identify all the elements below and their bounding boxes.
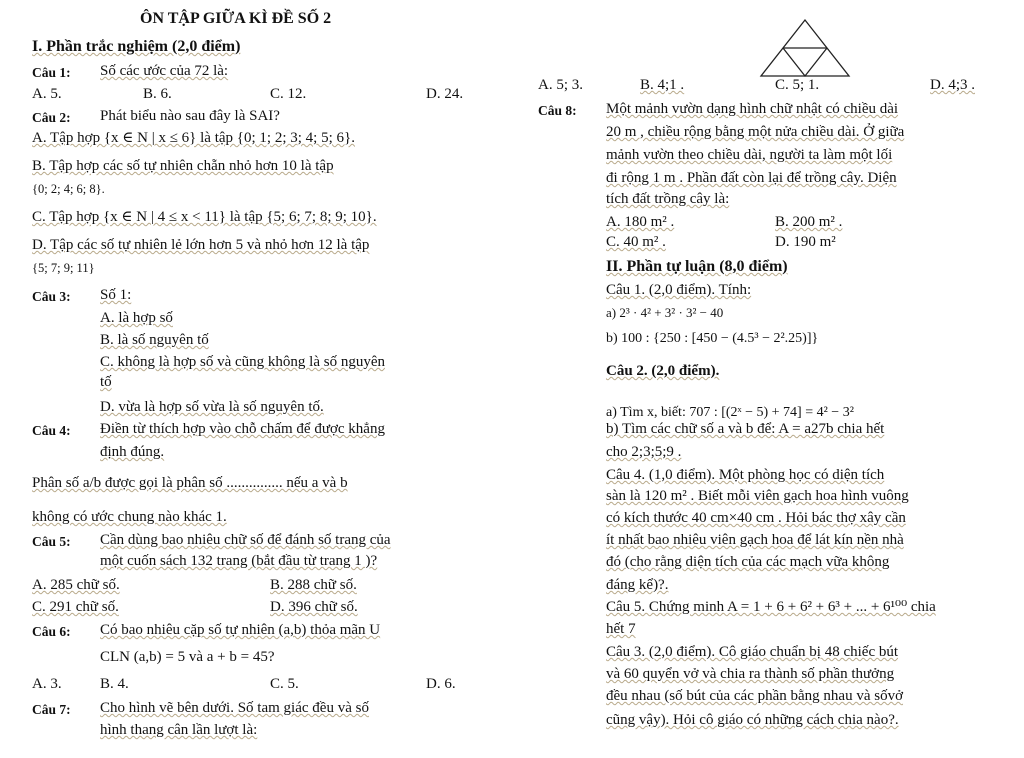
q5-option-a: A. 285 chữ số. — [32, 577, 120, 593]
q5-option-c: C. 291 chữ số. — [32, 599, 119, 615]
essay2-heading: Câu 2. (2,0 điểm). — [606, 363, 720, 379]
q8-option-b: B. 200 m² . — [775, 214, 843, 230]
q4-text-line2: định đúng. — [100, 444, 165, 460]
essay3-line2: và 60 quyển vở và chia ra thành số phần thưởng — [606, 666, 895, 682]
essay4-line3: có kích thước 40 cm×40 cm . Hỏi bác thợ xây cần — [606, 510, 906, 526]
essay3-line4: cũng vậy). Hỏi cô giáo có những cách chia nào?. — [606, 712, 899, 728]
q8-line3: mảnh vườn theo chiều dài, người ta làm một lối — [606, 147, 893, 163]
essay4-line1: Câu 4. (1,0 điểm). Một phòng học có diện tích — [606, 467, 885, 483]
essay5-line2: hết 7 — [606, 621, 636, 637]
q6-label: Câu 6: — [32, 624, 71, 639]
q6-option-b: B. 4. — [100, 676, 129, 692]
q3-option-a: A. là hợp số — [100, 310, 173, 326]
essay4-line6: đáng kể)?. — [606, 577, 669, 593]
q8-line4: đi rộng 1 m . Phần đất còn lại để trồng cây. Diện — [606, 170, 897, 186]
part2-heading: II. Phần tự luận (8,0 điểm) — [606, 258, 788, 275]
q8-line2: 20 m , chiều rộng bằng một nửa chiều dài. Ở giữa — [606, 124, 905, 140]
essay3-line1: Câu 3. (2,0 điểm). Cô giáo chuẩn bị 48 chiếc bút — [606, 644, 899, 660]
q2-label: Câu 2: — [32, 110, 71, 125]
q2-option-d-line2: {5; 7; 9; 11} — [32, 261, 95, 275]
q3-option-c-line2: tố — [100, 374, 112, 390]
q6-option-d: D. 6. — [426, 676, 456, 692]
essay5-line1: Câu 5. Chứng minh A = 1 + 6 + 6² + 6³ + ... + 6¹⁰⁰ chia — [606, 599, 936, 615]
q5-text-line2: một cuốn sách 132 trang (bắt đầu từ trang 1 )? — [100, 553, 378, 569]
q3-option-c-line1: C. không là hợp số và cũng không là số nguyên — [100, 354, 385, 370]
q2-option-b-line2: {0; 2; 4; 6; 8}. — [32, 182, 105, 196]
q7-option-d: D. 4;3 . — [930, 77, 975, 93]
q2-option-d-line1: D. Tập các số tự nhiên lẻ lớn hơn 5 và nhỏ hơn 12 là tập — [32, 237, 370, 253]
essay1-part-a: a) 2³ · 4² + 3² · 3² − 40 — [606, 305, 724, 320]
q8-option-c: C. 40 m² . — [606, 234, 666, 250]
q2-option-a: A. Tập hợp {x ∈ N | x ≤ 6} là tập {0; 1; 2; 3; 4; 5; 6}. — [32, 130, 355, 146]
q5-option-d: D. 396 chữ số. — [270, 599, 358, 615]
q1-option-d: D. 24. — [426, 86, 464, 102]
triangle-figure — [758, 18, 852, 78]
q8-option-a: A. 180 m² . — [606, 214, 675, 230]
essay4-line4: ít nhất bao nhiêu viên gạch hoa để lát kín nền nhà — [606, 532, 904, 548]
q6-option-a: A. 3. — [32, 676, 62, 692]
essay4-line2: sàn là 120 m² . Biết mỗi viên gạch hoa hình vuông — [606, 488, 909, 504]
q3-text: Số 1: — [100, 287, 132, 303]
q4-statement-line1: Phân số a/b được gọi là phân số ............... nếu a và b — [32, 475, 348, 491]
q6-option-c: C. 5. — [270, 676, 299, 692]
q1-text: Số các ước của 72 là: — [100, 63, 229, 79]
q3-label: Câu 3: — [32, 289, 71, 304]
page-title: ÔN TẬP GIỮA KÌ ĐỀ SỐ 2 — [140, 10, 332, 27]
q5-option-b: B. 288 chữ số. — [270, 577, 357, 593]
q1-label: Câu 1: — [32, 65, 71, 80]
q8-option-d: D. 190 m² — [775, 234, 836, 250]
q4-label: Câu 4: — [32, 423, 71, 438]
q8-line1: Một mảnh vườn dạng hình chữ nhật có chiều dài — [606, 101, 899, 117]
q6-text-line2: CLN (a,b) = 5 và a + b = 45? — [100, 649, 275, 665]
q5-text-line1: Cần dùng bao nhiêu chữ số để đánh số trang của — [100, 532, 391, 548]
q2-option-c: C. Tập hợp {x ∈ N | 4 ≤ x < 11} là tập {5; 6; 7; 8; 9; 10}. — [32, 209, 377, 225]
q1-option-c: C. 12. — [270, 86, 307, 102]
q3-option-b: B. là số nguyên tố — [100, 332, 209, 348]
q7-label: Câu 7: — [32, 702, 71, 717]
q2-option-b-line1: B. Tập hợp các số tự nhiên chẵn nhỏ hơn 10 là tập — [32, 158, 334, 174]
essay1-part-b: b) 100 : {250 : [450 − (4.5³ − 2².25)]} — [606, 331, 819, 346]
q1-option-b: B. 6. — [143, 86, 172, 102]
q7-option-b: B. 4;1 . — [640, 77, 685, 93]
essay2-part-a: a) Tìm x, biết: 707 : [(2ˣ − 5) + 74] = 4² − 3² — [606, 405, 854, 420]
q5-label: Câu 5: — [32, 534, 71, 549]
q2-text: Phát biểu nào sau đây là SAI? — [100, 108, 280, 124]
q6-text-line1: Có bao nhiêu cặp số tự nhiên (a,b) thỏa mãn U — [100, 622, 381, 638]
q4-text-line1: Điền từ thích hợp vào chỗ chấm để được khẳng — [100, 421, 385, 437]
q4-statement-line2: không có ước chung nào khác 1. — [32, 509, 227, 525]
q8-line5: tích đất trồng cây là: — [606, 191, 730, 207]
essay1-heading: Câu 1. (2,0 điểm). Tính: — [606, 282, 752, 298]
q1-option-a: A. 5. — [32, 86, 62, 102]
essay4-line5: đó (cho rằng diện tích của các mạch vữa không — [606, 554, 890, 570]
q7-text-line1: Cho hình vẽ bên dưới. Số tam giác đều và số — [100, 700, 369, 716]
q8-label: Câu 8: — [538, 103, 577, 118]
q7-option-c: C. 5; 1. — [775, 77, 820, 93]
q7-option-a: A. 5; 3. — [538, 77, 583, 93]
q3-option-d: D. vừa là hợp số vừa là số nguyên tố. — [100, 399, 324, 415]
q7-text-line2: hình thang cân lần lượt là: — [100, 722, 258, 738]
essay2-part-b-line2: cho 2;3;5;9 . — [606, 444, 682, 460]
essay3-line3: đều nhau (số bút của các phần bằng nhau và sốvở — [606, 688, 904, 704]
part1-heading: I. Phần trắc nghiệm (2,0 điểm) — [32, 38, 241, 55]
essay2-part-b-line1: b) Tìm các chữ số a và b để: A = a27b chia hết — [606, 421, 885, 437]
